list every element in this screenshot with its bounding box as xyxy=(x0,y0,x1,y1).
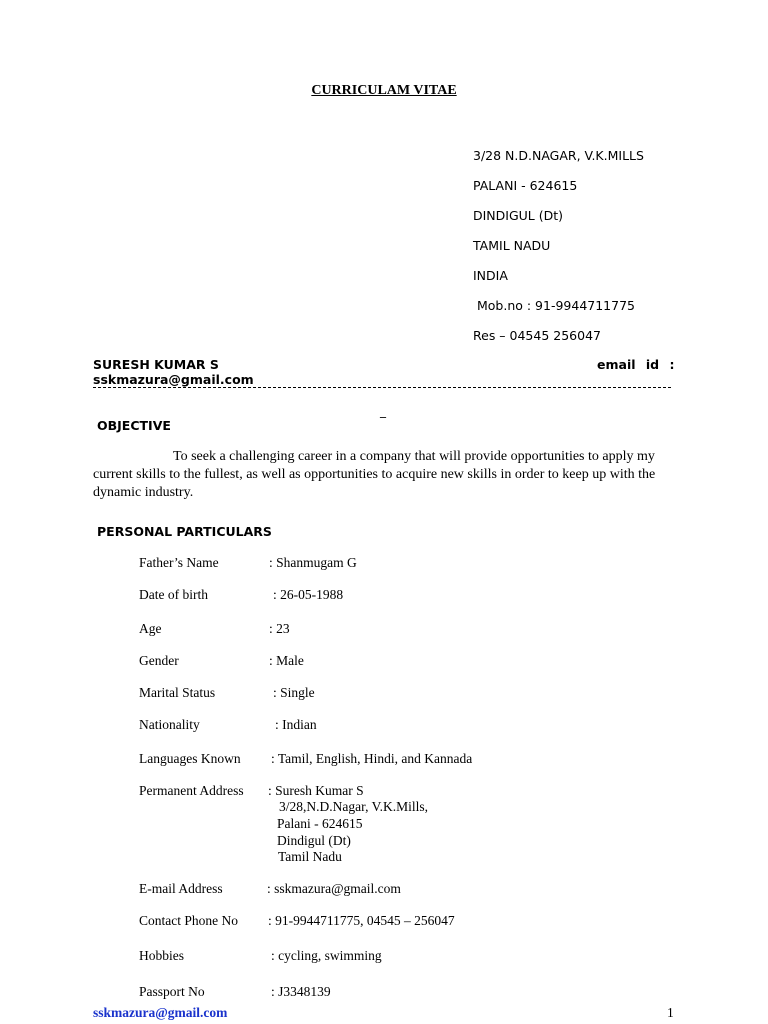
field-value: : Suresh Kumar S xyxy=(268,783,364,798)
mobile-number: Mob.no : 91-9944711775 xyxy=(473,298,635,313)
permanent-address-line: Palani - 624615 xyxy=(277,816,363,831)
field-value: : Shanmugam G xyxy=(269,555,357,570)
address-line: INDIA xyxy=(473,268,508,283)
field-label: E-mail Address xyxy=(139,881,223,896)
field-value: : sskmazura@gmail.com xyxy=(267,881,401,896)
permanent-address-line: 3/28,N.D.Nagar, V.K.Mills, xyxy=(279,799,428,814)
field-label: Father’s Name xyxy=(139,555,219,570)
email-label: email id : xyxy=(597,357,675,372)
candidate-name: SURESH KUMAR S xyxy=(93,357,219,372)
document-title: CURRICULAM VITAE xyxy=(311,83,457,98)
field-label: Passport No xyxy=(139,984,205,999)
field-label: Hobbies xyxy=(139,948,184,963)
stray-mark: _ xyxy=(380,404,386,418)
field-value: : 26-05-1988 xyxy=(273,587,344,602)
field-value: : 91-9944711775, 04545 – 256047 xyxy=(268,913,455,928)
personal-heading: PERSONAL PARTICULARS xyxy=(97,524,272,539)
footer-email: sskmazura@gmail.com xyxy=(93,1005,228,1020)
field-label: Age xyxy=(139,621,162,636)
field-label: Nationality xyxy=(139,717,200,732)
residence-number: Res – 04545 256047 xyxy=(473,328,601,343)
address-line: DINDIGUL (Dt) xyxy=(473,208,564,223)
field-label: Contact Phone No xyxy=(139,913,238,928)
field-value: : cycling, swimming xyxy=(271,948,382,963)
email-value: sskmazura@gmail.com xyxy=(93,372,254,387)
field-label: Gender xyxy=(139,653,179,668)
permanent-address-line: Tamil Nadu xyxy=(278,849,342,864)
field-value: : J3348139 xyxy=(271,984,331,999)
address-line: TAMIL NADU xyxy=(473,238,551,253)
address-line: 3/28 N.D.NAGAR, V.K.MILLS xyxy=(473,148,644,163)
objective-text: To seek a challenging career in a company that will provide opportunities to apply my current skills to the fullest, as well as opportunities to acquire new skills in order to keep up with the dynamic industry. xyxy=(93,449,656,500)
field-value: : 23 xyxy=(269,621,290,636)
objective-heading: OBJECTIVE xyxy=(97,418,171,433)
dashed-divider xyxy=(93,387,671,388)
field-label: Marital Status xyxy=(139,685,216,700)
field-label: Date of birth xyxy=(139,587,208,602)
field-label: Languages Known xyxy=(139,751,241,766)
field-value: : Male xyxy=(269,653,304,668)
field-value: : Tamil, English, Hindi, and Kannada xyxy=(271,751,473,766)
field-value: : Indian xyxy=(275,717,317,732)
page-number: 1 xyxy=(667,1005,674,1020)
field-label: Permanent Address xyxy=(139,783,244,798)
address-line: PALANI - 624615 xyxy=(473,178,578,193)
permanent-address-line: Dindigul (Dt) xyxy=(277,833,351,848)
field-value: : Single xyxy=(273,685,315,700)
